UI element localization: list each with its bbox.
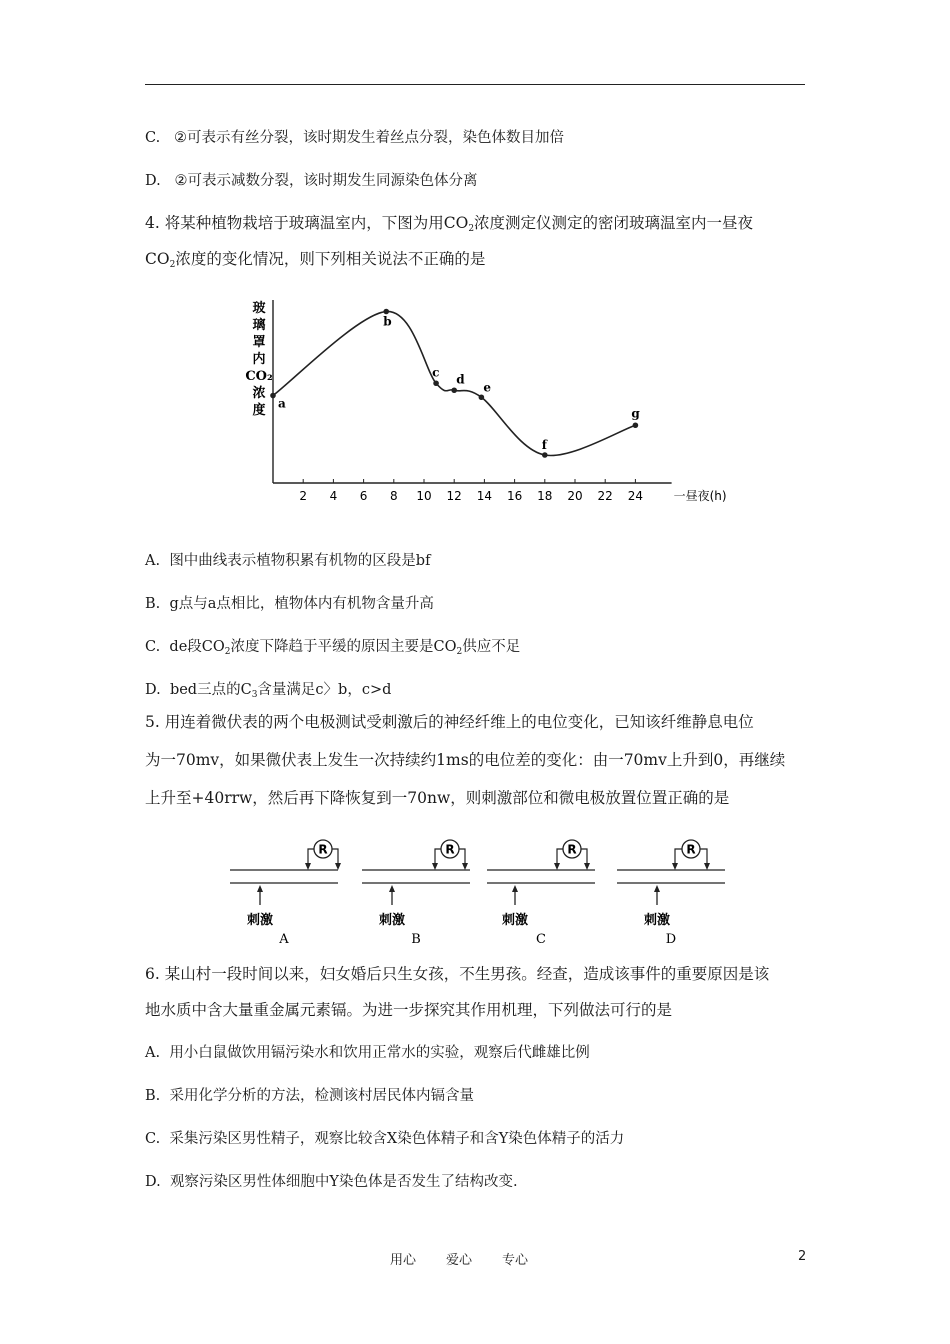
meter-symbol: R <box>686 842 696 857</box>
q5-stem-line2: 为一70mv，如果微伏表上发生一次持续约1ms的电位差的变化：由一70mv上升到0，再继续 <box>145 751 786 769</box>
electrode-diagram-A <box>230 840 341 947</box>
point-c <box>433 380 439 386</box>
diagram-letter: C <box>536 932 546 947</box>
y-axis-label-char: 内 <box>252 352 266 367</box>
electrode-tip <box>462 863 468 870</box>
x-tick-label: 24 <box>627 489 644 503</box>
stimulus-arrowhead <box>389 885 395 892</box>
electrode-tip <box>584 863 590 870</box>
x-tick-label: 4 <box>329 489 338 503</box>
q6-option-c: C. 采集污染区男性精子，观察比较含X染色体精子和含Y染色体精子的活力 <box>145 1131 625 1147</box>
electrode-diagrams <box>225 835 725 950</box>
point-f <box>542 452 548 458</box>
y-axis-label-char: 罩 <box>252 335 266 350</box>
q4-option-b: B. g点与a点相比，植物体内有机物含量升高 <box>145 596 434 612</box>
point-d <box>451 387 457 393</box>
y-axis-label-char: CO₂ <box>245 369 273 384</box>
stimulus-label: 刺激 <box>378 913 406 928</box>
point-g <box>633 422 639 428</box>
point-label-c: c <box>432 365 440 380</box>
x-tick-label: 12 <box>446 489 462 503</box>
x-tick-label: 20 <box>567 489 583 503</box>
point-label-d: d <box>456 372 465 387</box>
diagram-letter: A <box>279 932 289 947</box>
point-e <box>479 394 485 400</box>
electrode-tip <box>305 863 311 870</box>
q3-option-c: C. ②可表示有丝分裂，该时期发生着丝点分裂，染色体数目加倍 <box>145 130 565 146</box>
meter-symbol: R <box>445 842 455 857</box>
x-tick-label: 10 <box>416 489 432 503</box>
point-label-e: e <box>483 380 492 395</box>
electrode-diagram-D <box>617 840 725 947</box>
header-rule <box>145 84 805 85</box>
q4-option-d: D. bed三点的$C_3$含量满足c〉b，c>d <box>145 682 392 700</box>
x-tick-label: 16 <box>506 489 523 503</box>
stimulus-arrowhead <box>257 885 263 892</box>
q4-stem-line1: 4. 将某种植物栽培于玻璃温室内，下图为用$CO_2$浓度测定仪测定的密闭玻璃温室内一昼夜 <box>145 214 754 234</box>
x-tick-label: 6 <box>359 489 368 503</box>
q6-option-b: B. 采用化学分析的方法，检测该村居民体内镉含量 <box>145 1088 474 1104</box>
page-number: 2 <box>798 1249 807 1264</box>
diagram-letter: B <box>411 932 421 947</box>
x-axis-label: 一昼夜(h) <box>673 489 727 503</box>
x-tick-label: 22 <box>597 489 613 503</box>
electrode-tip <box>432 863 438 870</box>
point-label-g: g <box>631 406 640 421</box>
q4-option-a: A. 图中曲线表示植物积累有机物的区段是bf <box>145 553 431 569</box>
stimulus-arrowhead <box>512 885 518 892</box>
y-axis-label-char: 璃 <box>252 318 266 333</box>
q6-option-a: A. 用小白鼠做饮用镉污染水和饮用正常水的实验，观察后代雌雄比例 <box>145 1045 590 1061</box>
point-a <box>270 393 276 399</box>
x-tick-label: 18 <box>537 489 553 503</box>
diagram-letter: D <box>665 932 677 947</box>
q5-stem-line1: 5. 用连着微伏表的两个电极测试受刺激后的神经纤维上的电位变化，已知该纤维静息电位 <box>145 713 754 731</box>
y-axis-label-char: 浓 <box>252 386 266 401</box>
q6-option-d: D. 观察污染区男性体细胞中Y染色体是否发生了结构改变. <box>145 1174 518 1190</box>
x-tick-label: 14 <box>476 489 493 503</box>
electrode-tip <box>554 863 560 870</box>
q4-option-c: C. de段$CO_2$浓度下降趋于平缓的原因主要是$CO_2$供应不足 <box>145 639 521 657</box>
stimulus-label: 刺激 <box>246 913 274 928</box>
electrode-tip <box>335 863 341 870</box>
point-b <box>383 309 389 315</box>
footer-text-3: 专心 <box>502 1253 529 1268</box>
x-tick-label: 8 <box>389 489 398 503</box>
y-axis-label-char: 度 <box>252 403 266 418</box>
x-tick-label: 2 <box>299 489 308 503</box>
meter-symbol: R <box>567 842 577 857</box>
meter-symbol: R <box>318 842 328 857</box>
q4-stem-line2: $CO_2$浓度的变化情况，则下列相关说法不正确的是 <box>145 250 486 270</box>
co2-curve <box>273 311 635 455</box>
stimulus-arrowhead <box>654 885 660 892</box>
q3-option-d: D. ②可表示减数分裂，该时期发生同源染色体分离 <box>145 173 478 189</box>
footer-text-1: 用心 <box>390 1253 417 1268</box>
q6-stem-line1: 6. 某山村一段时间以来，妇女婚后只生女孩，不生男孩。经查，造成该事件的重要原因是该 <box>145 965 770 983</box>
point-label-b: b <box>383 314 392 329</box>
y-axis-label-char: 玻 <box>252 301 266 316</box>
q6-stem-line2: 地水质中含大量重金属元素镉。为进一步探究其作用机理，下列做法可行的是 <box>145 1001 673 1019</box>
electrode-tip <box>704 863 710 870</box>
q5-stem-line3: 上升至+40rrw，然后再下降恢复到一70nw，则刺激部位和微电极放置位置正确的是 <box>145 789 730 807</box>
electrode-diagram-B <box>362 840 470 947</box>
stimulus-label: 刺激 <box>643 913 671 928</box>
electrode-tip <box>672 863 678 870</box>
footer-text-2: 爱心 <box>446 1253 473 1268</box>
co2-concentration-chart <box>220 290 727 520</box>
stimulus-label: 刺激 <box>501 913 529 928</box>
point-label-f: f <box>541 438 547 452</box>
electrode-diagram-C <box>487 840 595 947</box>
point-label-a: a <box>278 396 286 411</box>
